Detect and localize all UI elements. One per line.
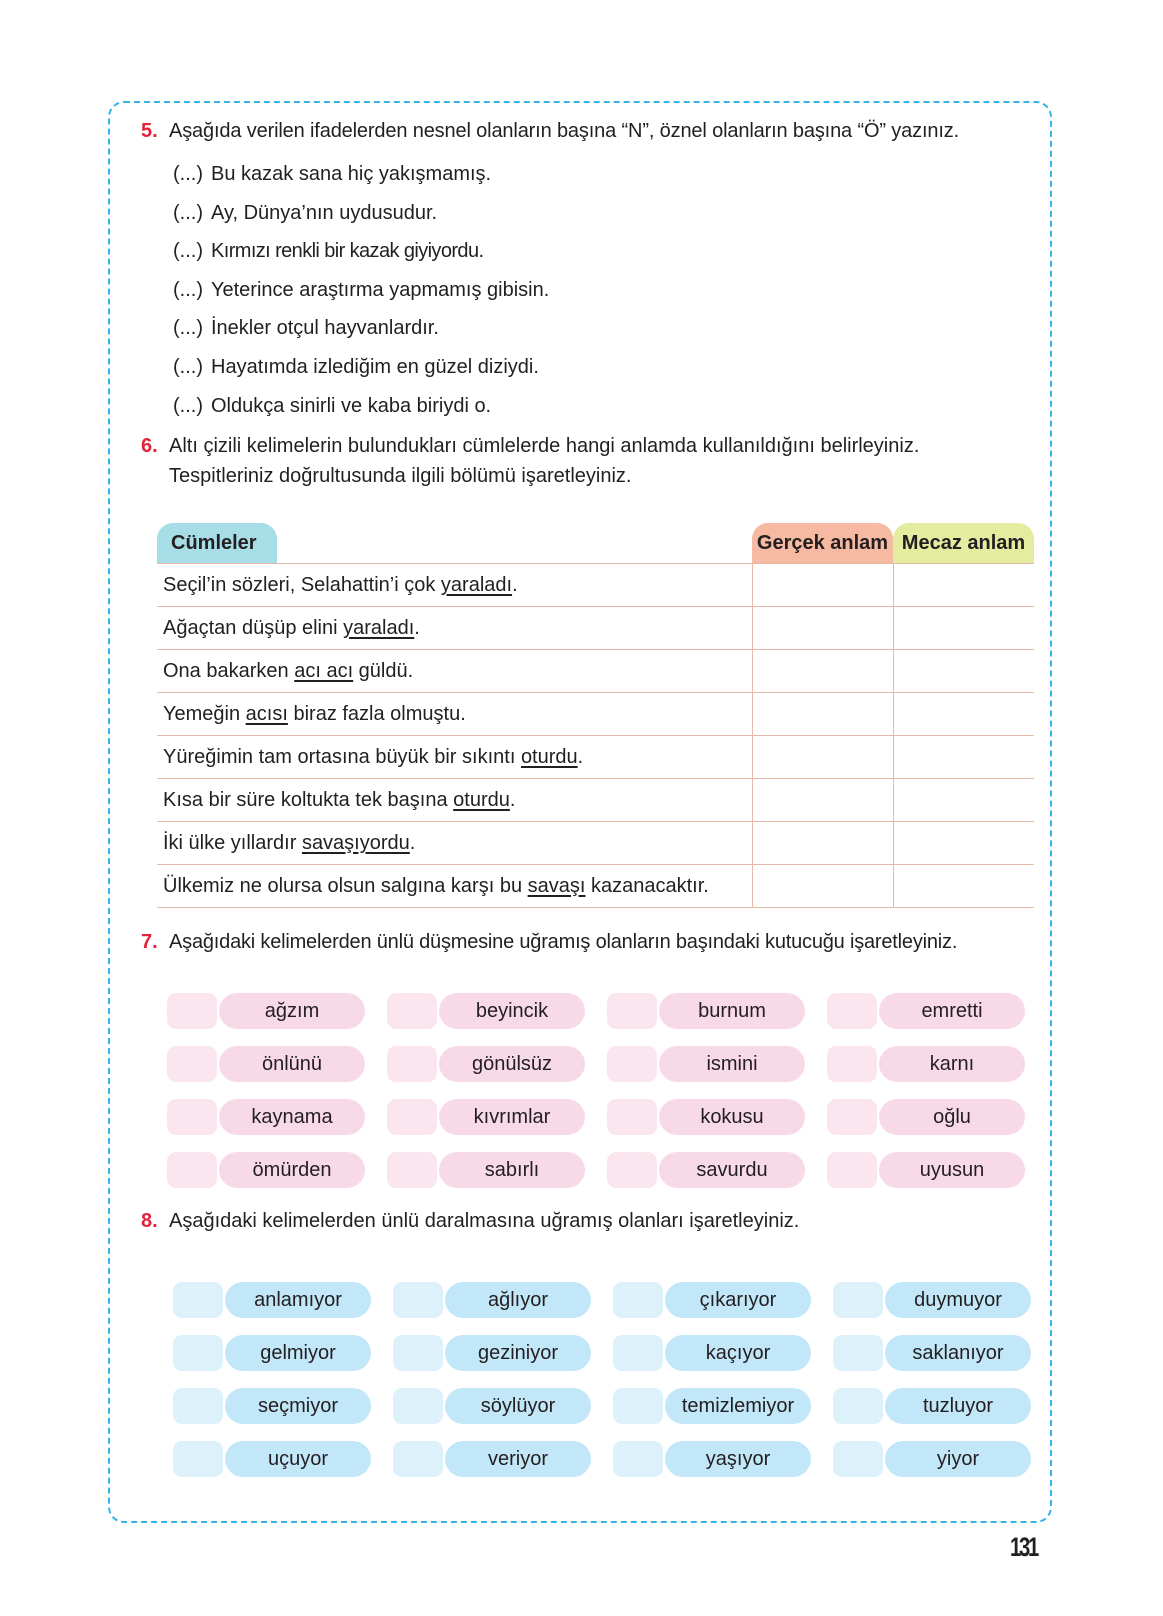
word-label: gönülsüz: [439, 1046, 585, 1082]
checkbox[interactable]: [393, 1441, 443, 1477]
literal-meaning-cell[interactable]: [752, 650, 893, 692]
checkbox[interactable]: [387, 1046, 437, 1082]
sentence-text: kazanacaktır.: [585, 875, 709, 897]
word-option: [613, 1441, 811, 1477]
question-8-word-grid: [173, 1282, 1031, 1477]
sentence-text: Ona bakarken: [163, 660, 295, 682]
word-option: [613, 1335, 811, 1371]
checkbox[interactable]: [827, 1099, 877, 1135]
word-option: [173, 1388, 371, 1424]
checkbox[interactable]: [833, 1282, 883, 1318]
underlined-word: acısı: [245, 703, 288, 725]
literal-meaning-cell[interactable]: [752, 607, 893, 649]
checkbox[interactable]: [833, 1335, 883, 1371]
table-row: [157, 779, 1034, 822]
answer-blank[interactable]: (...): [173, 394, 203, 417]
statement-item: [173, 199, 549, 238]
word-option: [167, 1046, 365, 1082]
checkbox[interactable]: [607, 1046, 657, 1082]
sentence-text: .: [512, 574, 518, 596]
answer-blank[interactable]: (...): [173, 355, 203, 378]
word-label: savurdu: [659, 1152, 805, 1188]
sentence: [163, 650, 413, 693]
literal-meaning-cell[interactable]: [752, 779, 893, 821]
sentence-text: İki ülke yıllardır: [163, 832, 302, 854]
question-6-prompt-line-1: Altı çizili kelimelerin bulundukları cümlelerde hangi anlamda kullanıldığını belirleyiniz.: [169, 435, 920, 457]
sentence: [163, 865, 709, 908]
word-label: çıkarıyor: [665, 1282, 811, 1318]
word-label: saklanıyor: [885, 1335, 1031, 1371]
word-label: yiyor: [885, 1441, 1031, 1477]
sentence-text: .: [409, 832, 416, 854]
checkbox[interactable]: [393, 1388, 443, 1424]
word-label: kıvrımlar: [439, 1099, 585, 1135]
figurative-meaning-cell[interactable]: [893, 564, 1034, 606]
statement-item: [173, 160, 549, 199]
figurative-meaning-cell[interactable]: [893, 865, 1034, 907]
question-5-heading: [141, 116, 959, 146]
word-label: söylüyor: [445, 1388, 591, 1424]
word-label: temizlemiyor: [665, 1388, 811, 1424]
sentence-text: Seçil’in sözleri, Selahattin’i çok: [163, 574, 441, 596]
word-option: [387, 1152, 585, 1188]
checkbox[interactable]: [387, 993, 437, 1029]
word-label: anlamıyor: [225, 1282, 371, 1318]
checkbox[interactable]: [613, 1282, 663, 1318]
word-label: seçmiyor: [225, 1388, 371, 1424]
checkbox[interactable]: [393, 1282, 443, 1318]
word-label: tuzluyor: [885, 1388, 1031, 1424]
sentence: [163, 693, 466, 736]
word-option: [833, 1441, 1031, 1477]
word-option: [607, 1152, 805, 1188]
checkbox[interactable]: [827, 993, 877, 1029]
question-6-prompt-line-2: Tespitleriniz doğrultusunda ilgili bölümü işaretleyiniz.: [169, 465, 632, 487]
word-option: [607, 993, 805, 1029]
statement-item: [173, 237, 549, 276]
column-header-literal-meaning: Gerçek anlam: [752, 523, 893, 563]
statement-text: Kırmızı renkli bir kazak giyiyordu.: [211, 240, 484, 263]
checkbox[interactable]: [613, 1388, 663, 1424]
literal-meaning-cell[interactable]: [752, 736, 893, 778]
sentence-text: güldü.: [353, 660, 414, 682]
underlined-word: acı acı: [294, 660, 354, 682]
checkbox[interactable]: [173, 1441, 223, 1477]
column-header-figurative-meaning: Mecaz anlam: [893, 523, 1034, 563]
sentence: [163, 607, 420, 650]
word-option: [833, 1335, 1031, 1371]
word-option: [387, 1099, 585, 1135]
question-7-prompt: Aşağıdaki kelimelerden ünlü düşmesine uğramış olanların başındaki kutucuğu işaretleyiniz.: [169, 931, 958, 953]
sentence-text: .: [577, 746, 584, 768]
word-option: [393, 1441, 591, 1477]
checkbox[interactable]: [833, 1388, 883, 1424]
word-option: [613, 1282, 811, 1318]
table-row: [157, 693, 1034, 736]
word-label: ağlıyor: [445, 1282, 591, 1318]
checkbox[interactable]: [173, 1388, 223, 1424]
statement-text: Bu kazak sana hiç yakışmamış.: [211, 163, 492, 185]
figurative-meaning-cell[interactable]: [893, 650, 1034, 692]
word-label: duymuyor: [885, 1282, 1031, 1318]
question-6-number: 6.: [141, 435, 158, 457]
table-row: [157, 822, 1034, 865]
figurative-meaning-cell[interactable]: [893, 736, 1034, 778]
question-7-number: 7.: [141, 931, 158, 953]
checkbox[interactable]: [613, 1335, 663, 1371]
checkbox[interactable]: [827, 1046, 877, 1082]
word-label: kokusu: [659, 1099, 805, 1135]
checkbox[interactable]: [173, 1335, 223, 1371]
word-label: ömürden: [219, 1152, 365, 1188]
word-option: [393, 1335, 591, 1371]
literal-meaning-cell[interactable]: [752, 865, 893, 907]
word-label: önlünü: [219, 1046, 365, 1082]
statement-text: Oldukça sinirli ve kaba biriydi o.: [211, 394, 492, 417]
checkbox[interactable]: [393, 1335, 443, 1371]
underlined-word: oturdu: [453, 789, 510, 811]
statement-text: İnekler otçul hayvanlardır.: [211, 317, 439, 340]
statement-text: Hayatımda izlediğim en güzel diziydi.: [211, 355, 539, 378]
word-option: [833, 1388, 1031, 1424]
word-label: uyusun: [879, 1152, 1025, 1188]
word-option: [827, 1099, 1025, 1135]
answer-blank[interactable]: (...): [173, 240, 203, 263]
word-option: [173, 1282, 371, 1318]
sentence-text: Yemeğin: [163, 703, 246, 725]
underlined-word: oturdu: [520, 746, 578, 768]
statement-item: [173, 353, 549, 392]
word-option: [167, 1099, 365, 1135]
checkbox[interactable]: [167, 1152, 217, 1188]
question-5-statement-list: [173, 160, 549, 430]
statement-item: [173, 276, 549, 315]
word-option: [393, 1388, 591, 1424]
answer-blank[interactable]: (...): [173, 163, 203, 185]
word-option: [167, 1152, 365, 1188]
statement-item: [173, 314, 549, 353]
sentence-text: Yüreğimin tam ortasına büyük bir sıkıntı: [163, 746, 521, 768]
question-7-heading: [141, 927, 957, 957]
underlined-word: yaraladı: [440, 574, 513, 596]
page-number: 131: [1010, 1532, 1038, 1562]
column-header-sentences: Cümleler: [157, 523, 277, 563]
statement-item: [173, 392, 549, 431]
sentence: [163, 822, 415, 865]
word-label: sabırlı: [439, 1152, 585, 1188]
answer-blank[interactable]: (...): [173, 201, 203, 224]
word-label: beyincik: [439, 993, 585, 1029]
word-option: [173, 1441, 371, 1477]
checkbox[interactable]: [607, 1152, 657, 1188]
word-label: burnum: [659, 993, 805, 1029]
literal-meaning-cell[interactable]: [752, 693, 893, 735]
word-option: [607, 1046, 805, 1082]
checkbox[interactable]: [827, 1152, 877, 1188]
answer-blank[interactable]: (...): [173, 317, 203, 340]
checkbox[interactable]: [833, 1441, 883, 1477]
sentence-text: Ağaçtan düşüp elini: [163, 617, 344, 639]
checkbox[interactable]: [387, 1152, 437, 1188]
word-label: yaşıyor: [665, 1441, 811, 1477]
underlined-word: savaşı: [527, 875, 586, 897]
checkbox[interactable]: [167, 993, 217, 1029]
sentence: [163, 779, 515, 822]
word-option: [833, 1282, 1031, 1318]
statement-text: Yeterince araştırma yapmamış gibisin.: [211, 278, 550, 301]
figurative-meaning-cell[interactable]: [893, 779, 1034, 821]
sentence-text: biraz fazla olmuştu.: [287, 703, 466, 725]
table-row: [157, 650, 1034, 693]
table-row: [157, 736, 1034, 779]
word-label: uçuyor: [225, 1441, 371, 1477]
table-body: [157, 563, 1034, 908]
word-option: [827, 993, 1025, 1029]
question-6-heading: [141, 431, 919, 461]
word-label: kaçıyor: [665, 1335, 811, 1371]
word-option: [167, 993, 365, 1029]
sentence: [163, 564, 518, 607]
figurative-meaning-cell[interactable]: [893, 607, 1034, 649]
table-row: [157, 865, 1034, 908]
question-5-prompt: Aşağıda verilen ifadelerden nesnel olanların başına “N”, öznel olanların başına “Ö” yazınız.: [169, 120, 959, 142]
checkbox[interactable]: [167, 1046, 217, 1082]
word-option: [827, 1046, 1025, 1082]
word-label: veriyor: [445, 1441, 591, 1477]
checkbox[interactable]: [607, 993, 657, 1029]
sentence-text: .: [414, 617, 420, 639]
figurative-meaning-cell[interactable]: [893, 693, 1034, 735]
word-option: [387, 993, 585, 1029]
checkbox[interactable]: [613, 1441, 663, 1477]
question-5-number: 5.: [141, 120, 158, 142]
checkbox[interactable]: [387, 1099, 437, 1135]
statement-text: Ay, Dünya’nın uydusudur.: [211, 201, 438, 224]
sentence-text: Ülkemiz ne olursa olsun salgına karşı bu: [163, 875, 528, 897]
checkbox[interactable]: [173, 1282, 223, 1318]
figurative-meaning-cell[interactable]: [893, 822, 1034, 864]
question-8-prompt: Aşağıdaki kelimelerden ünlü daralmasına uğramış olanları işaretleyiniz.: [169, 1210, 800, 1232]
answer-blank[interactable]: (...): [173, 278, 203, 301]
word-option: [613, 1388, 811, 1424]
checkbox[interactable]: [607, 1099, 657, 1135]
underlined-word: yaraladı: [343, 617, 415, 639]
word-label: karnı: [879, 1046, 1025, 1082]
sentence-text: .: [509, 789, 516, 811]
question-8-number: 8.: [141, 1210, 158, 1232]
word-label: geziniyor: [445, 1335, 591, 1371]
table-row: [157, 564, 1034, 607]
word-option: [387, 1046, 585, 1082]
word-option: [393, 1282, 591, 1318]
word-option: [827, 1152, 1025, 1188]
word-label: emretti: [879, 993, 1025, 1029]
word-option: [607, 1099, 805, 1135]
literal-meaning-cell[interactable]: [752, 564, 893, 606]
checkbox[interactable]: [167, 1099, 217, 1135]
table-row: [157, 607, 1034, 650]
question-7-word-grid: [167, 993, 1025, 1188]
word-label: ağzım: [219, 993, 365, 1029]
sentence-text: Kısa bir süre koltukta tek başına: [163, 789, 454, 811]
word-label: gelmiyor: [225, 1335, 371, 1371]
sentence: [163, 736, 583, 779]
question-8-heading: [141, 1206, 799, 1236]
word-label: ismini: [659, 1046, 805, 1082]
underlined-word: savaşıyordu: [301, 832, 410, 854]
word-label: oğlu: [879, 1099, 1025, 1135]
word-option: [173, 1335, 371, 1371]
word-label: kaynama: [219, 1099, 365, 1135]
literal-meaning-cell[interactable]: [752, 822, 893, 864]
